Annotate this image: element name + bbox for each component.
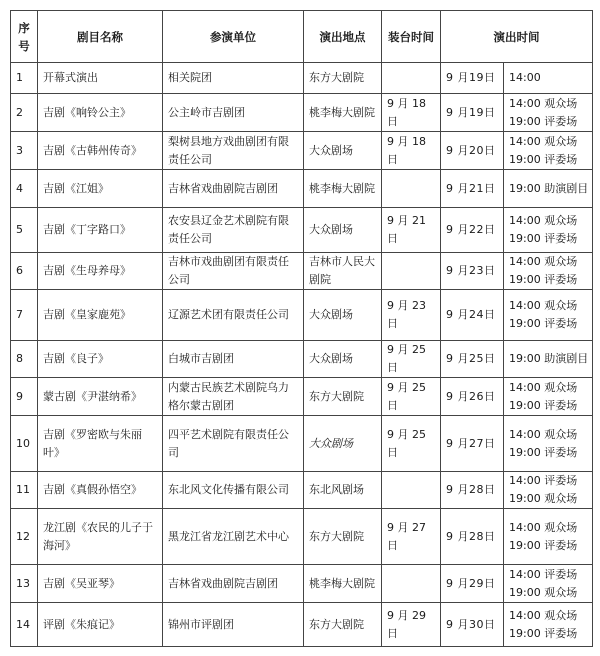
show-times-cell <box>504 94 593 132</box>
load-in-cell: 9 月 21 日 <box>382 208 441 253</box>
title-cell: 吉剧《吴亚琴》 <box>38 565 163 603</box>
show-date-cell: 9 月23日 <box>441 253 504 290</box>
header-title: 剧目名称 <box>38 11 163 63</box>
table-row <box>11 94 593 132</box>
title-cell: 吉剧《良子》 <box>38 341 163 378</box>
title-cell: 吉剧《丁字路口》 <box>38 208 163 253</box>
venue-cell: 桃李梅大剧院 <box>304 170 382 208</box>
show-date-cell: 9 月28日 <box>441 509 504 565</box>
venue-cell: 东北风剧场 <box>304 472 382 509</box>
venue-cell: 吉林市人民大剧院 <box>304 253 382 290</box>
show-date-cell: 9 月27日 <box>441 416 504 472</box>
show-times-cell <box>504 170 593 208</box>
title-cell: 开幕式演出 <box>38 63 163 94</box>
show-time-slot: 14:00 <box>509 71 541 84</box>
seq-cell: 5 <box>11 208 38 253</box>
table-row <box>11 509 593 565</box>
show-times-cell <box>504 63 593 94</box>
title-cell: 吉剧《古韩州传奇》 <box>38 132 163 170</box>
seq-cell: 12 <box>11 509 38 565</box>
seq-cell: 4 <box>11 170 38 208</box>
table-row <box>11 603 593 647</box>
seq-cell: 2 <box>11 94 38 132</box>
show-time-slot: 14:00 观众场 <box>509 608 578 622</box>
show-time-slot: 14:00 观众场 <box>509 214 578 227</box>
show-times-cell <box>504 416 593 472</box>
show-time-slot: 19:00 评委场 <box>509 114 578 128</box>
load-in-cell: 9 月 23 日 <box>382 290 441 341</box>
seq-cell: 6 <box>11 253 38 290</box>
show-time-slot: 14:00 观众场 <box>509 520 578 534</box>
load-in-cell: 9 月 27 日 <box>382 509 441 565</box>
seq-cell: 10 <box>11 416 38 472</box>
venue-cell: 大众剧场 <box>304 132 382 170</box>
show-time-slot: 14:00 观众场 <box>509 427 578 441</box>
title-cell: 吉剧《罗密欧与朱丽叶》 <box>38 416 163 472</box>
show-times-cell <box>504 603 593 647</box>
show-date-cell: 9 月30日 <box>441 603 504 647</box>
show-time-slot: 14:00 观众场 <box>509 96 578 110</box>
show-date-cell: 9 月26日 <box>441 378 504 416</box>
show-time-slot: 14:00 评委场 <box>509 567 578 581</box>
show-time-slot: 19:00 评委场 <box>509 398 578 412</box>
table-row <box>11 170 593 208</box>
venue-cell: 大众剧场 <box>304 416 382 472</box>
load-in-cell <box>382 170 441 208</box>
load-in-cell: 9 月 25 日 <box>382 378 441 416</box>
venue-cell: 东方大剧院 <box>304 378 382 416</box>
troupe-cell: 相关院团 <box>163 63 304 94</box>
load-in-cell <box>382 253 441 290</box>
seq-cell: 7 <box>11 290 38 341</box>
troupe-cell: 吉林市戏曲剧团有限责任公司 <box>163 253 304 290</box>
troupe-cell: 吉林省戏曲剧院吉剧团 <box>163 170 304 208</box>
header-venue: 演出地点 <box>304 11 382 63</box>
show-times-cell <box>504 132 593 170</box>
show-time-slot: 19:00 评委场 <box>509 232 578 245</box>
title-cell: 吉剧《皇家鹿苑》 <box>38 290 163 341</box>
seq-cell: 11 <box>11 472 38 509</box>
show-date-cell: 9 月21日 <box>441 170 504 208</box>
show-date-cell: 9 月19日 <box>441 94 504 132</box>
show-time-slot: 19:00 观众场 <box>509 585 578 599</box>
show-time-slot: 19:00 观众场 <box>509 492 578 505</box>
venue-cell: 大众剧场 <box>304 290 382 341</box>
show-time-slot: 14:00 评委场 <box>509 474 578 487</box>
title-cell: 蒙古剧《尹湛纳希》 <box>38 378 163 416</box>
table-row <box>11 378 593 416</box>
load-in-cell <box>382 63 441 94</box>
performance-schedule-table <box>10 10 593 647</box>
show-date-cell: 9 月25日 <box>441 341 504 378</box>
header-row <box>11 11 593 63</box>
troupe-cell: 白城市吉剧团 <box>163 341 304 378</box>
load-in-cell <box>382 472 441 509</box>
venue-cell: 大众剧场 <box>304 341 382 378</box>
show-date-cell: 9 月29日 <box>441 565 504 603</box>
title-cell: 吉剧《响铃公主》 <box>38 94 163 132</box>
show-time-slot: 14:00 观众场 <box>509 380 578 394</box>
show-time-slot: 14:00 观众场 <box>509 299 578 312</box>
table-row <box>11 565 593 603</box>
troupe-cell: 锦州市评剧团 <box>163 603 304 647</box>
show-times-cell <box>504 253 593 290</box>
troupe-cell: 内蒙古民族艺术剧院乌力格尔蒙古剧团 <box>163 378 304 416</box>
header-troupe: 参演单位 <box>163 11 304 63</box>
show-times-cell <box>504 565 593 603</box>
title-cell: 评剧《朱痕记》 <box>38 603 163 647</box>
show-date-cell: 9 月28日 <box>441 472 504 509</box>
load-in-cell: 9 月 29 日 <box>382 603 441 647</box>
show-time-slot: 19:00 评委场 <box>509 538 578 552</box>
venue-cell: 东方大剧院 <box>304 603 382 647</box>
header-show-time: 演出时间 <box>441 11 593 63</box>
troupe-cell: 农安县辽金艺术剧院有限责任公司 <box>163 208 304 253</box>
table-row <box>11 341 593 378</box>
table-row <box>11 290 593 341</box>
venue-cell: 东方大剧院 <box>304 63 382 94</box>
show-times-cell <box>504 509 593 565</box>
show-time-slot: 14:00 观众场 <box>509 134 578 148</box>
show-date-cell: 9 月20日 <box>441 132 504 170</box>
table-row <box>11 63 593 94</box>
venue-cell: 桃李梅大剧院 <box>304 94 382 132</box>
show-date-cell: 9 月24日 <box>441 290 504 341</box>
show-time-slot: 14:00 观众场 <box>509 255 578 268</box>
show-times-cell <box>504 208 593 253</box>
header-load-in: 装台时间 <box>382 11 441 63</box>
show-date-cell: 9 月19日 <box>441 63 504 94</box>
troupe-cell: 公主岭市吉剧团 <box>163 94 304 132</box>
seq-cell: 1 <box>11 63 38 94</box>
table-row <box>11 208 593 253</box>
troupe-cell: 辽源艺术团有限责任公司 <box>163 290 304 341</box>
seq-cell: 13 <box>11 565 38 603</box>
table-row <box>11 132 593 170</box>
show-time-slot: 19:00 评委场 <box>509 626 578 640</box>
show-time-slot: 19:00 评委场 <box>509 445 578 459</box>
title-cell: 吉剧《江姐》 <box>38 170 163 208</box>
seq-cell: 3 <box>11 132 38 170</box>
load-in-cell: 9 月 18 日 <box>382 94 441 132</box>
load-in-cell: 9 月 25 日 <box>382 416 441 472</box>
troupe-cell: 黑龙江省龙江剧艺术中心 <box>163 509 304 565</box>
show-times-cell <box>504 290 593 341</box>
show-time-slot: 19:00 助演剧目 <box>509 181 589 195</box>
show-times-cell <box>504 472 593 509</box>
troupe-cell: 四平艺术剧院有限责任公司 <box>163 416 304 472</box>
show-times-cell <box>504 378 593 416</box>
load-in-cell: 9 月 25 日 <box>382 341 441 378</box>
show-times-cell <box>504 341 593 378</box>
show-time-slot: 19:00 评委场 <box>509 273 578 286</box>
troupe-cell: 吉林省戏曲剧院吉剧团 <box>163 565 304 603</box>
load-in-cell: 9 月 18 日 <box>382 132 441 170</box>
seq-cell: 14 <box>11 603 38 647</box>
table-row <box>11 472 593 509</box>
seq-cell: 8 <box>11 341 38 378</box>
seq-cell: 9 <box>11 378 38 416</box>
show-time-slot: 19:00 评委场 <box>509 317 578 330</box>
venue-cell: 东方大剧院 <box>304 509 382 565</box>
title-cell: 吉剧《生母养母》 <box>38 253 163 290</box>
table-row <box>11 416 593 472</box>
show-time-slot: 19:00 助演剧目 <box>509 352 589 365</box>
troupe-cell: 梨树县地方戏曲剧团有限责任公司 <box>163 132 304 170</box>
title-cell: 吉剧《真假孙悟空》 <box>38 472 163 509</box>
venue-cell: 桃李梅大剧院 <box>304 565 382 603</box>
header-seq: 序号 <box>11 11 38 63</box>
load-in-cell <box>382 565 441 603</box>
table-row <box>11 253 593 290</box>
troupe-cell: 东北风文化传播有限公司 <box>163 472 304 509</box>
show-date-cell: 9 月22日 <box>441 208 504 253</box>
show-time-slot: 19:00 评委场 <box>509 152 578 166</box>
title-cell: 龙江剧《农民的儿子于海河》 <box>38 509 163 565</box>
venue-cell: 大众剧场 <box>304 208 382 253</box>
